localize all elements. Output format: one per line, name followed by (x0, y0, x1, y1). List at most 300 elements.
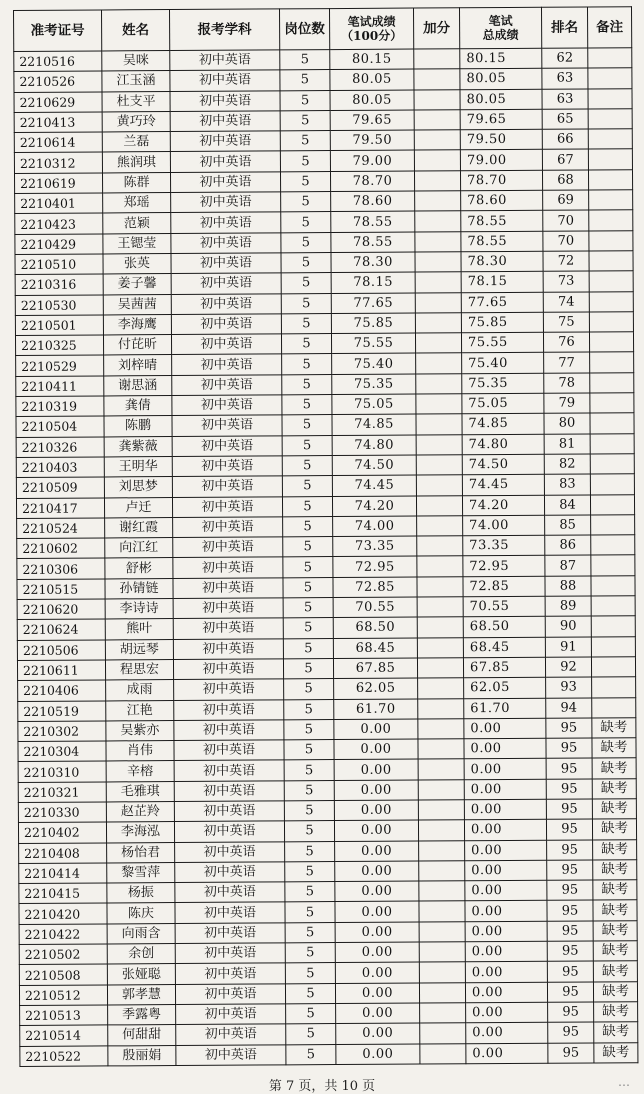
cell-bonus (416, 374, 462, 395)
cell-bonus (418, 698, 464, 719)
cell-note: 缺考 (592, 758, 636, 779)
cell-posts: 5 (285, 861, 335, 882)
cell-name: 卢迁 (104, 497, 172, 518)
cell-name: 刘思梦 (104, 477, 172, 498)
cell-total-score: 0.00 (464, 759, 546, 780)
cell-rank: 93 (546, 677, 592, 698)
cell-exam-id: 2210321 (18, 782, 106, 803)
page-number-text: 第 7 页，共 10 页 (268, 1079, 376, 1094)
cell-rank: 92 (545, 657, 591, 678)
cell-posts: 5 (284, 760, 334, 781)
cell-total-score: 75.55 (461, 332, 543, 353)
cell-note (592, 677, 636, 698)
cell-exam-id: 2210501 (15, 315, 103, 336)
cell-rank: 95 (547, 921, 593, 942)
cell-subject: 初中英语 (175, 963, 285, 984)
cell-note: 缺考 (593, 860, 637, 881)
cell-subject: 初中英语 (174, 781, 284, 802)
cell-subject: 初中英语 (172, 496, 282, 517)
cell-subject: 初中英语 (171, 253, 281, 274)
cell-note (588, 68, 632, 89)
cell-rank: 65 (542, 109, 588, 130)
cell-exam-id: 2210414 (19, 863, 107, 884)
cell-note (588, 48, 632, 69)
cell-bonus (418, 759, 464, 780)
cell-rank: 95 (547, 880, 593, 901)
cell-subject: 初中英语 (172, 456, 282, 477)
cell-rank: 95 (546, 779, 592, 800)
cell-name: 成雨 (106, 680, 174, 701)
cell-bonus (416, 475, 462, 496)
cell-written-score: 0.00 (335, 841, 419, 862)
cell-bonus (420, 1043, 466, 1064)
cell-exam-id: 2210624 (17, 619, 105, 640)
cell-total-score: 0.00 (465, 941, 547, 962)
cell-rank: 78 (544, 373, 590, 394)
cell-total-score: 74.00 (463, 515, 545, 536)
cell-posts: 5 (284, 699, 334, 720)
cell-total-score: 61.70 (464, 698, 546, 719)
cell-posts: 5 (280, 151, 330, 172)
cell-total-score: 0.00 (465, 982, 547, 1003)
cell-posts: 5 (283, 577, 333, 598)
cell-posts: 5 (281, 212, 331, 233)
cell-rank: 94 (546, 697, 592, 718)
cell-note: 缺考 (592, 799, 636, 820)
cell-bonus (420, 1023, 466, 1044)
cell-subject: 初中英语 (172, 375, 282, 396)
cell-rank: 63 (542, 89, 588, 110)
cell-posts: 5 (280, 90, 330, 111)
cell-bonus (417, 617, 463, 638)
cell-subject: 初中英语 (171, 314, 281, 335)
cell-written-score: 78.15 (331, 272, 415, 293)
cell-name: 龚倩 (104, 396, 172, 417)
cell-total-score: 0.00 (464, 738, 546, 759)
cell-written-score: 0.00 (334, 780, 418, 801)
cell-rank: 81 (544, 434, 590, 455)
cell-exam-id: 2210515 (17, 579, 105, 600)
cell-total-score: 75.05 (462, 393, 544, 414)
cell-exam-id: 2210422 (19, 924, 107, 945)
cell-written-score: 0.00 (336, 1023, 420, 1044)
header-rank: 排名 (541, 7, 587, 48)
cell-name: 吴茜茜 (103, 294, 171, 315)
cell-note (588, 88, 632, 109)
cell-rank: 74 (543, 292, 589, 313)
cell-note (589, 271, 633, 292)
cell-name: 王明华 (104, 456, 172, 477)
header-note: 备注 (587, 7, 631, 48)
cell-total-score: 78.70 (460, 170, 542, 191)
cell-written-score: 78.60 (331, 191, 415, 212)
cell-note: 缺考 (592, 819, 636, 840)
cell-rank: 67 (542, 149, 588, 170)
cell-written-score: 0.00 (335, 881, 419, 902)
cell-bonus (420, 1003, 466, 1024)
cell-subject: 初中英语 (174, 821, 284, 842)
cell-name: 陈群 (102, 172, 170, 193)
cell-exam-id: 2210423 (15, 213, 103, 234)
cell-posts: 5 (282, 395, 332, 416)
cell-name: 郑瑶 (103, 193, 171, 214)
cell-written-score: 74.50 (332, 455, 416, 476)
cell-name: 杨怡君 (107, 842, 175, 863)
cell-bonus (415, 191, 461, 212)
cell-exam-id: 2210614 (14, 132, 102, 153)
cell-total-score: 72.95 (463, 556, 545, 577)
cell-total-score: 62.05 (464, 677, 546, 698)
cell-written-score: 75.35 (332, 374, 416, 395)
cell-note (590, 393, 634, 414)
cell-written-score: 78.30 (331, 252, 415, 273)
cell-rank: 95 (547, 941, 593, 962)
cell-rank: 63 (542, 68, 588, 89)
header-total-score (459, 7, 541, 49)
cell-written-score: 0.00 (335, 942, 419, 963)
cell-bonus (419, 881, 465, 902)
cell-exam-id: 2210325 (15, 335, 103, 356)
cell-note (591, 636, 635, 657)
cell-bonus (415, 313, 461, 334)
cell-posts: 5 (284, 679, 334, 700)
cell-name: 郭孝慧 (107, 984, 175, 1005)
cell-posts: 5 (286, 1024, 336, 1045)
cell-written-score: 78.55 (331, 211, 415, 232)
cell-posts: 5 (283, 638, 333, 659)
cell-rank: 95 (548, 1022, 594, 1043)
table-body (14, 48, 638, 1067)
cell-exam-id: 2210302 (18, 721, 106, 742)
cell-note (591, 596, 635, 617)
cell-exam-id: 2210312 (14, 152, 102, 173)
cell-note: 缺考 (593, 981, 637, 1002)
cell-rank: 88 (545, 576, 591, 597)
cell-bonus (419, 982, 465, 1003)
cell-note (588, 170, 632, 191)
cell-rank: 80 (544, 413, 590, 434)
cell-written-score: 75.55 (331, 333, 415, 354)
cell-note (588, 109, 632, 130)
header-written-score (329, 8, 413, 50)
cell-written-score: 0.00 (334, 739, 418, 760)
cell-name: 向江红 (105, 538, 173, 559)
cell-exam-id: 2210402 (18, 822, 106, 843)
cell-subject: 初中英语 (170, 70, 280, 91)
cell-bonus (415, 211, 461, 232)
cell-written-score: 80.15 (330, 49, 414, 70)
cell-subject: 初中英语 (172, 395, 282, 416)
cell-posts: 5 (281, 232, 331, 253)
header-id: 准考证号 (14, 10, 102, 52)
cell-total-score: 0.00 (464, 718, 546, 739)
header-written-line2: （100分） (341, 28, 403, 43)
cell-note (589, 291, 633, 312)
cell-subject: 初中英语 (175, 841, 285, 862)
cell-exam-id: 2210519 (18, 700, 106, 721)
cell-subject: 初中英语 (174, 801, 284, 822)
cell-posts: 5 (284, 821, 334, 842)
cell-bonus (416, 455, 462, 476)
cell-exam-id: 2210619 (14, 173, 102, 194)
cell-name: 余创 (107, 944, 175, 965)
cell-subject: 初中英语 (170, 172, 280, 193)
cell-name: 程思宏 (105, 659, 173, 680)
cell-total-score: 0.00 (466, 1043, 548, 1064)
cell-written-score: 0.00 (336, 1044, 420, 1065)
cell-total-score: 79.50 (460, 129, 542, 150)
cell-subject: 初中英语 (176, 1044, 286, 1065)
cell-posts: 5 (280, 110, 330, 131)
cell-subject: 初中英语 (171, 192, 281, 213)
cell-rank: 95 (547, 860, 593, 881)
cell-written-score: 0.00 (335, 962, 419, 983)
cell-bonus (417, 536, 463, 557)
cell-subject: 初中英语 (170, 90, 280, 111)
cell-total-score: 80.05 (460, 89, 542, 110)
cell-rank: 95 (546, 758, 592, 779)
cell-subject: 初中英语 (175, 943, 285, 964)
cell-posts: 5 (284, 801, 334, 822)
cell-rank: 72 (543, 251, 589, 272)
cell-subject: 初中英语 (170, 111, 280, 132)
score-table (13, 6, 638, 1067)
cell-note (590, 474, 634, 495)
cell-written-score: 72.95 (333, 556, 417, 577)
cell-note (589, 332, 633, 353)
cell-posts: 5 (285, 882, 335, 903)
cell-posts: 5 (284, 780, 334, 801)
cell-posts: 5 (283, 598, 333, 619)
cell-name: 向雨含 (107, 923, 175, 944)
cell-exam-id: 2210417 (16, 497, 104, 518)
cell-subject: 初中英语 (175, 882, 285, 903)
cell-posts: 5 (281, 253, 331, 274)
cell-written-score: 78.55 (331, 232, 415, 253)
cell-posts: 5 (282, 374, 332, 395)
cell-total-score: 0.00 (465, 840, 547, 861)
cell-subject: 初中英语 (175, 862, 285, 883)
cell-bonus (414, 49, 460, 70)
cell-note: 缺考 (593, 941, 637, 962)
cell-exam-id: 2210306 (17, 558, 105, 579)
cell-exam-id: 2210330 (18, 802, 106, 823)
cell-posts: 5 (281, 313, 331, 334)
cell-note (590, 454, 634, 475)
cell-note (590, 494, 634, 515)
cell-posts: 5 (282, 354, 332, 375)
cell-bonus (415, 231, 461, 252)
cell-posts: 5 (283, 658, 333, 679)
cell-written-score: 74.85 (332, 414, 416, 435)
cell-subject: 初中英语 (170, 131, 280, 152)
cell-total-score: 74.50 (462, 454, 544, 475)
cell-written-score: 75.85 (331, 313, 415, 334)
cell-written-score: 74.45 (332, 475, 416, 496)
cell-bonus (414, 110, 460, 131)
cell-exam-id: 2210504 (16, 416, 104, 437)
cell-subject: 初中英语 (174, 720, 284, 741)
cell-written-score: 62.05 (334, 678, 418, 699)
cell-note (589, 251, 633, 272)
cell-bonus (418, 739, 464, 760)
cell-total-score: 73.35 (463, 535, 545, 556)
cell-subject: 初中英语 (175, 902, 285, 923)
cell-posts: 5 (280, 131, 330, 152)
cell-exam-id: 2210530 (15, 295, 103, 316)
cell-subject: 初中英语 (171, 334, 281, 355)
cell-posts: 5 (283, 537, 333, 558)
cell-total-score: 0.00 (465, 880, 547, 901)
cell-name: 张英 (103, 254, 171, 275)
cell-bonus (419, 861, 465, 882)
cell-note (591, 575, 635, 596)
cell-name: 熊润琪 (102, 152, 170, 173)
cell-note (589, 190, 633, 211)
cell-rank: 95 (546, 718, 592, 739)
cell-written-score: 0.00 (334, 759, 418, 780)
cell-total-score: 74.45 (462, 474, 544, 495)
cell-written-score: 0.00 (336, 1003, 420, 1024)
header-total-line2: 总成绩 (482, 27, 519, 43)
cell-note: 缺考 (593, 961, 637, 982)
cell-bonus (417, 576, 463, 597)
cell-note: 缺考 (593, 900, 637, 921)
cell-subject: 初中英语 (172, 415, 282, 436)
cell-bonus (419, 922, 465, 943)
cell-posts: 5 (284, 719, 334, 740)
cell-posts: 5 (282, 435, 332, 456)
cell-posts: 5 (281, 192, 331, 213)
cell-written-score: 0.00 (335, 922, 419, 943)
cell-exam-id: 2210509 (16, 477, 104, 498)
cell-exam-id: 2210529 (16, 355, 104, 376)
cell-name: 王锶莹 (103, 233, 171, 254)
cell-written-score: 0.00 (335, 983, 419, 1004)
cell-rank: 70 (543, 231, 589, 252)
cell-exam-id: 2210413 (14, 112, 102, 133)
cell-bonus (416, 434, 462, 455)
cell-name: 姜子馨 (103, 274, 171, 295)
cell-written-score: 61.70 (334, 699, 418, 720)
cell-written-score: 70.55 (333, 597, 417, 618)
cell-name: 吴紫亦 (106, 720, 174, 741)
cell-total-score: 68.50 (463, 617, 545, 638)
cell-total-score: 0.00 (466, 1002, 548, 1023)
cell-total-score: 0.00 (465, 860, 547, 881)
cell-note (588, 149, 632, 170)
cell-bonus (419, 901, 465, 922)
cell-exam-id: 2210510 (15, 254, 103, 275)
cell-name: 杜支平 (102, 91, 170, 112)
cell-note (591, 515, 635, 536)
cell-name: 肖伟 (106, 741, 174, 762)
cell-bonus (414, 130, 460, 151)
cell-written-score: 77.65 (331, 293, 415, 314)
cell-written-score: 74.00 (333, 516, 417, 537)
cell-subject: 初中英语 (174, 740, 284, 761)
cell-name: 舒彬 (105, 558, 173, 579)
cell-note: 缺考 (593, 880, 637, 901)
cell-posts: 5 (283, 516, 333, 537)
cell-name: 张娅聪 (107, 964, 175, 985)
cell-posts: 5 (282, 496, 332, 517)
cell-rank: 95 (547, 840, 593, 861)
cell-total-score: 67.85 (463, 657, 545, 678)
cell-total-score: 0.00 (465, 921, 547, 942)
cell-written-score: 68.50 (333, 617, 417, 638)
cell-written-score: 68.45 (333, 638, 417, 659)
cell-bonus (414, 89, 460, 110)
cell-subject: 初中英语 (171, 293, 281, 314)
cell-name: 江玉涵 (102, 71, 170, 92)
cell-bonus (417, 516, 463, 537)
cell-subject: 初中英语 (172, 354, 282, 375)
cell-rank: 62 (542, 48, 588, 69)
cell-rank: 95 (547, 982, 593, 1003)
cell-total-score: 78.60 (461, 190, 543, 211)
cell-posts: 5 (286, 1004, 336, 1025)
cell-subject: 初中英语 (173, 517, 283, 538)
cell-note (589, 312, 633, 333)
cell-written-score: 79.65 (330, 110, 414, 131)
cell-exam-id: 2210512 (19, 985, 107, 1006)
cell-subject: 初中英语 (175, 923, 285, 944)
cell-note (590, 413, 634, 434)
cell-rank: 87 (545, 555, 591, 576)
cell-total-score: 79.00 (460, 150, 542, 171)
cell-rank: 95 (547, 961, 593, 982)
cell-exam-id: 2210514 (20, 1025, 108, 1046)
cell-total-score: 68.45 (463, 637, 545, 658)
cell-rank: 69 (543, 190, 589, 211)
cell-note: 缺考 (593, 839, 637, 860)
cell-rank: 82 (544, 454, 590, 475)
cell-rank: 68 (542, 170, 588, 191)
cell-total-score: 0.00 (464, 779, 546, 800)
cell-subject: 初中英语 (176, 1004, 286, 1025)
cell-note (590, 372, 634, 393)
cell-exam-id: 2210513 (20, 1005, 108, 1026)
table-header-row (14, 7, 632, 52)
cell-exam-id: 2210611 (17, 660, 105, 681)
cell-note (591, 535, 635, 556)
cell-written-score: 78.70 (330, 171, 414, 192)
cell-name: 吴咪 (102, 51, 170, 72)
cell-rank: 73 (543, 271, 589, 292)
cell-total-score: 0.00 (466, 1023, 548, 1044)
cell-name: 陈庆 (107, 903, 175, 924)
cell-name: 黄巧玲 (102, 111, 170, 132)
cell-total-score: 78.55 (461, 231, 543, 252)
cell-bonus (417, 556, 463, 577)
cell-rank: 66 (542, 129, 588, 150)
cell-subject: 初中英语 (173, 557, 283, 578)
cell-name: 胡远琴 (105, 639, 173, 660)
cell-note (589, 210, 633, 231)
header-subject: 报考学科 (170, 9, 280, 51)
cell-name: 毛雅琪 (106, 781, 174, 802)
cell-exam-id: 2210411 (16, 376, 104, 397)
cell-subject: 初中英语 (174, 760, 284, 781)
cell-rank: 91 (545, 637, 591, 658)
cell-name: 李诗诗 (105, 599, 173, 620)
cell-total-score: 80.05 (460, 69, 542, 90)
cell-bonus (418, 719, 464, 740)
cell-total-score: 0.00 (465, 901, 547, 922)
cell-posts: 5 (281, 293, 331, 314)
cell-total-score: 70.55 (463, 596, 545, 617)
